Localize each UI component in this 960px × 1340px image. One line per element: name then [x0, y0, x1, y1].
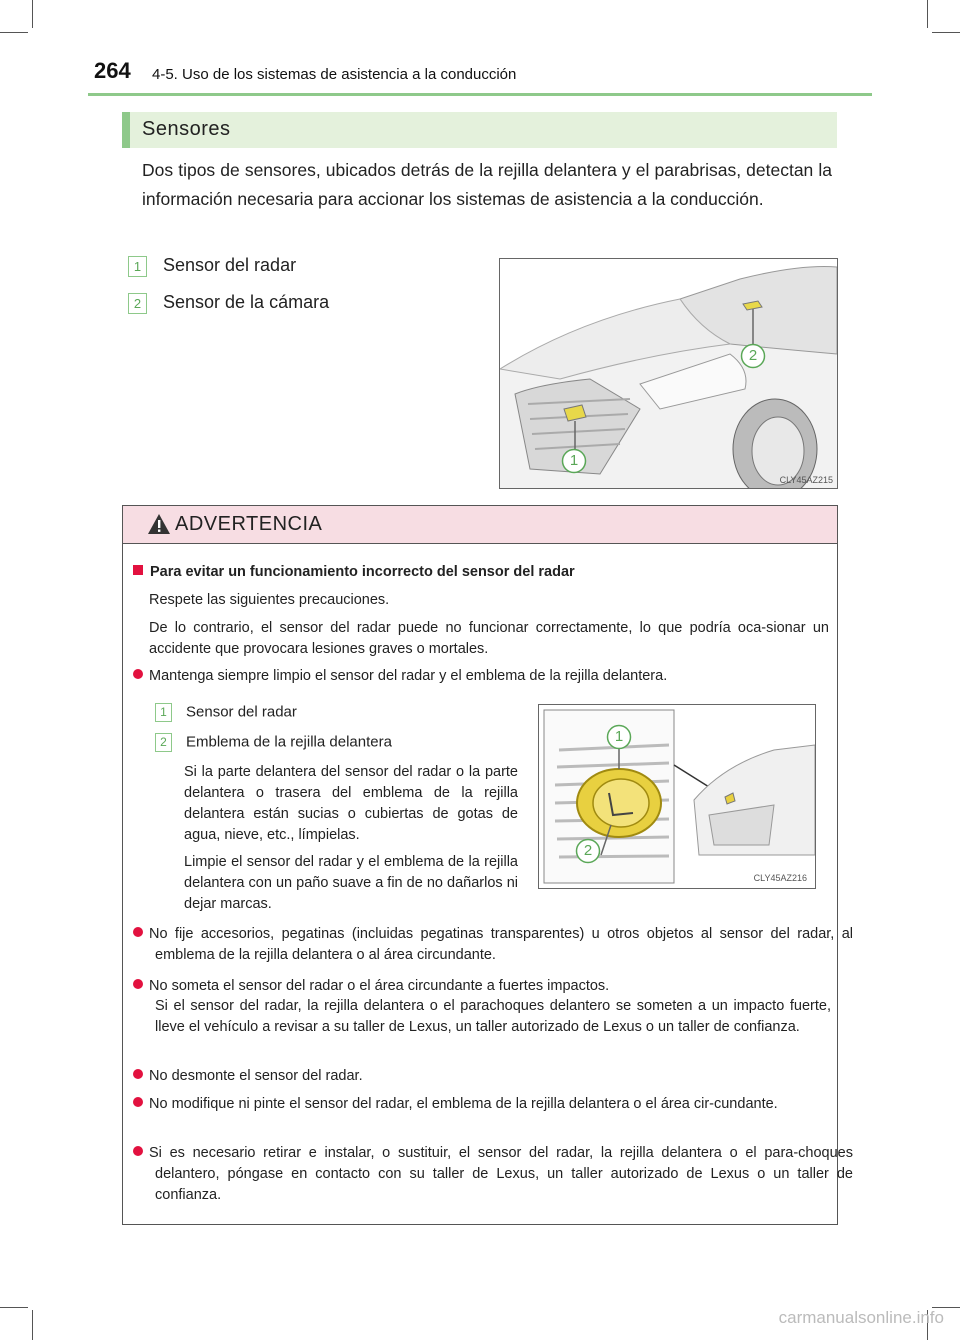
- dot-bullet-icon: [133, 1146, 143, 1156]
- callout-1-label: 1: [614, 728, 624, 745]
- warning-bullet: [133, 924, 853, 966]
- dot-bullet-icon: [133, 1097, 143, 1107]
- sub-paragraph-2: Limpie el sensor del radar y el emblema de la rejilla delantera con un paño suave a fin de no dañarlos ni dejar marcas.: [184, 854, 518, 912]
- section-accent: [122, 112, 130, 148]
- legend-item-2: [128, 292, 329, 314]
- car-front-illustration: [499, 258, 838, 489]
- warning-heading-text: Para evitar un funcionamiento incorrecto del sensor del radar: [150, 564, 575, 580]
- warning-bullet: [133, 1066, 853, 1087]
- dot-bullet-icon: [133, 669, 143, 679]
- crop-mark: [932, 32, 960, 33]
- crop-mark: [32, 1310, 33, 1340]
- bullet-text: No modifique ni pinte el sensor del radar, el emblema de la rejilla delantera o el área cir-cundante.: [149, 1096, 778, 1112]
- warning-title: ADVERTENCIA: [175, 513, 323, 535]
- warning-triangle-icon: [147, 513, 171, 535]
- figure-code: CLY45AZ215: [779, 475, 833, 485]
- number-badge: 1: [155, 703, 172, 722]
- sub-legend-item-1: [155, 703, 297, 722]
- legend-label: Sensor de la cámara: [163, 292, 330, 312]
- callout-2-label: 2: [583, 842, 593, 859]
- section-title-bar: [122, 112, 837, 148]
- warning-box: [122, 505, 853, 1225]
- sub-legend-item-2: [155, 733, 392, 752]
- legend-label: Sensor del radar: [186, 703, 297, 721]
- footer-watermark: carmanualsonline.info: [778, 1308, 944, 1327]
- warning-bullet: [133, 976, 853, 997]
- dot-bullet-icon: [133, 927, 143, 937]
- header-rule: [88, 93, 872, 96]
- section-title: Sensores: [142, 118, 231, 140]
- callout-2-label: 2: [748, 347, 758, 364]
- crop-mark: [927, 0, 928, 28]
- grille-emblem-illustration: [538, 704, 816, 889]
- warning-bullet: [133, 1143, 853, 1206]
- legend-item-1: [128, 255, 296, 277]
- chapter-title: 4-5. Uso de los sistemas de asistencia a la conducción: [152, 66, 517, 83]
- warning-heading: [133, 562, 833, 583]
- dot-bullet-icon: [133, 1069, 143, 1079]
- warning-bullet: [133, 1094, 853, 1115]
- number-badge: 2: [128, 293, 147, 314]
- warning-header: [123, 506, 837, 544]
- crop-mark: [0, 32, 28, 33]
- bullet-text: No fije accesorios, pegatinas (incluidas pegatinas transparentes) u otros objetos al sensor del radar, al emblema de la rejilla delantera o al área circundante.: [149, 926, 853, 963]
- warning-p1: Respete las siguientes precauciones.: [149, 592, 390, 608]
- number-badge: 1: [128, 256, 147, 277]
- warning-p2: De lo contrario, el sensor del radar puede no funcionar correctamente, lo que podría oca-sionar un accidente que provocara lesiones graves o mortales.: [149, 620, 829, 657]
- square-bullet-icon: [133, 565, 143, 575]
- bullet-text: Si es necesario retirar e instalar, o sustituir, el sensor del radar, la rejilla delantera o el para-choques delantero, póngase en contacto con su taller de Lexus, un taller autorizado de Lexus o un taller de confianza.: [149, 1145, 853, 1203]
- dot-bullet-icon: [133, 979, 143, 989]
- crop-mark: [32, 0, 33, 28]
- figure-code: CLY45AZ216: [753, 873, 807, 883]
- warning-bullet: [133, 666, 853, 687]
- bullet-text: Mantenga siempre limpio el sensor del radar y el emblema de la rejilla delantera.: [149, 668, 668, 684]
- page-number: 264: [94, 58, 131, 83]
- bullet-detail: Si el sensor del radar, la rejilla delantera o el parachoques delantero se someten a un impacto fuerte, lleve el vehículo a revisar a su taller de Lexus, un taller autorizado de Lexus o un taller de confianza.: [155, 998, 831, 1035]
- page-header: [88, 58, 868, 94]
- section-intro: Dos tipos de sensores, ubicados detrás de la rejilla delantera y el parabrisas, detectan la información necesaria para accionar los sistemas de asistencia a la conducción.: [142, 160, 832, 209]
- legend-label: Sensor del radar: [163, 255, 297, 275]
- bullet-text: No desmonte el sensor del radar.: [149, 1068, 363, 1084]
- car-drawing: [500, 259, 837, 488]
- crop-mark: [0, 1307, 28, 1308]
- bullet-text: No someta el sensor del radar o el área circundante a fuertes impactos.: [149, 978, 610, 994]
- sub-paragraph-1: Si la parte delantera del sensor del radar o la parte delantera o trasera del emblema de la rejilla delantera están sucias o cubiertas de gotas de agua, nieve, etc., límpielas.: [184, 764, 518, 843]
- legend-label: Emblema de la rejilla delantera: [186, 733, 392, 751]
- callout-1-label: 1: [569, 452, 579, 469]
- number-badge: 2: [155, 733, 172, 752]
